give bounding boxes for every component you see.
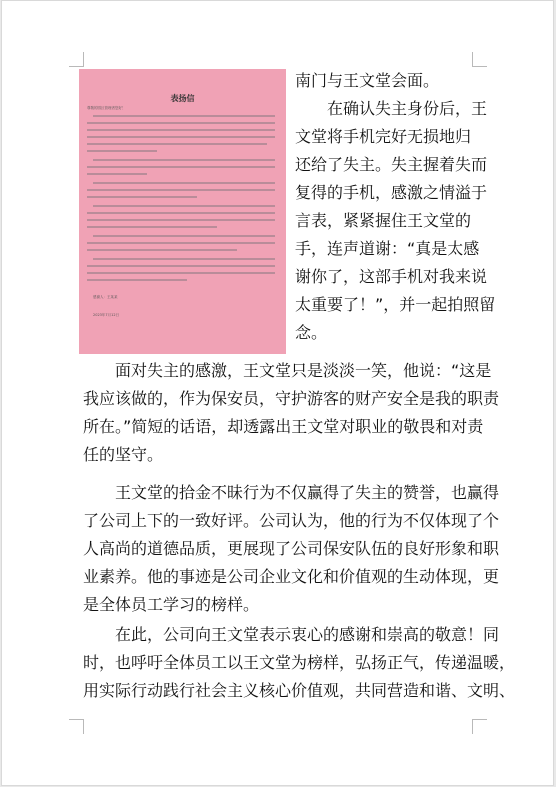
body-text-line: 我应该做的，作为保安员，守护游客的财产安全是我的职责: [83, 389, 500, 408]
body-text-line: 还给了失主。失主握着失而: [295, 155, 488, 174]
letter-text-line: [93, 258, 275, 260]
body-text-line: 所在。”简短的话语，却透露出王文堂对职业的敬畏和对责: [83, 417, 484, 436]
body-text-line: 手，连声道谢：“真是太感: [295, 239, 480, 258]
letter-text-line: [93, 235, 275, 237]
letter-text-line: [87, 242, 275, 244]
letter-text-line: [93, 159, 275, 161]
body-text-line: 业素养。他的事迹是公司企业文化和价值观的生动体现，更: [83, 567, 500, 586]
margin-mark-bottom-left: [69, 719, 84, 734]
body-text-line: 谢你了，这部手机对我来说: [295, 267, 488, 286]
body-text-line: 用实际行动践行社会主义核心价值观，共同营造和谐、文明、: [83, 681, 516, 700]
commendation-letter-image[interactable]: [79, 69, 286, 354]
letter-text-line: [87, 249, 237, 251]
body-text-line: 王文堂的拾金不昧行为不仅赢得了失主的赞誉，也赢得: [115, 483, 500, 502]
body-text-line: 是全体员工学习的榜样。: [83, 595, 260, 614]
body-text-line: 文堂将手机完好无损地归: [295, 127, 472, 146]
margin-mark-bottom-right: [472, 719, 487, 734]
body-text-line: 太重要了！”，并一起拍照留: [295, 295, 496, 314]
letter-text-line: [87, 226, 217, 228]
letter-text-line: [93, 205, 275, 207]
letter-date: 2023年7月12日: [93, 313, 120, 317]
letter-title: 表扬信: [170, 94, 195, 103]
body-text-line: 在此，公司向王文堂表示衷心的感谢和崇高的敬意！同: [115, 625, 500, 644]
body-text-line: 南门与王文堂会面。: [295, 71, 440, 90]
letter-text-line: [87, 265, 275, 267]
letter-text-line: [87, 189, 275, 191]
body-text-line: 了公司上下的一致好评。公司认为，他的行为不仅体现了个: [83, 511, 500, 530]
letter-text-line: [87, 272, 275, 274]
body-text-line: 在确认失主身份后，王: [327, 99, 488, 118]
body-text-line: 复得的手机，感激之情溢于: [295, 183, 488, 202]
margin-mark-top-right: [472, 52, 487, 67]
letter-salutation: 尊敬的园区管理者您好！: [87, 106, 126, 110]
letter-text-line: [87, 166, 275, 168]
letter-text-line: [87, 173, 147, 175]
letter-text-line: [87, 150, 157, 152]
letter-text-line: [87, 212, 275, 214]
body-text-line: 任的坚守。: [83, 445, 164, 464]
body-text-line: 时，也呼吁全体员工以王文堂为榜样，弘扬正气，传递温暖，: [83, 653, 516, 672]
letter-text-line: [87, 143, 267, 145]
margin-mark-top-left: [69, 52, 84, 67]
letter-text-line: [93, 182, 275, 184]
letter-signature: 感谢人：王某某: [93, 295, 118, 299]
body-text-line: 面对失主的感激，王文堂只是淡淡一笑，他说：“这是: [115, 361, 492, 380]
body-text-line: 念。: [295, 323, 328, 342]
letter-text-line: [87, 129, 275, 131]
letter-text-line: [87, 279, 187, 281]
letter-text-line: [87, 219, 275, 221]
letter-text-line: [87, 122, 275, 124]
body-text-line: 人高尚的道德品质，更展现了公司保安队伍的良好形象和职: [83, 539, 500, 558]
letter-text-line: [87, 196, 197, 198]
body-text-line: 言表，紧紧握住王文堂的: [295, 211, 472, 230]
letter-text-line: [87, 136, 275, 138]
letter-text-line: [93, 115, 275, 117]
